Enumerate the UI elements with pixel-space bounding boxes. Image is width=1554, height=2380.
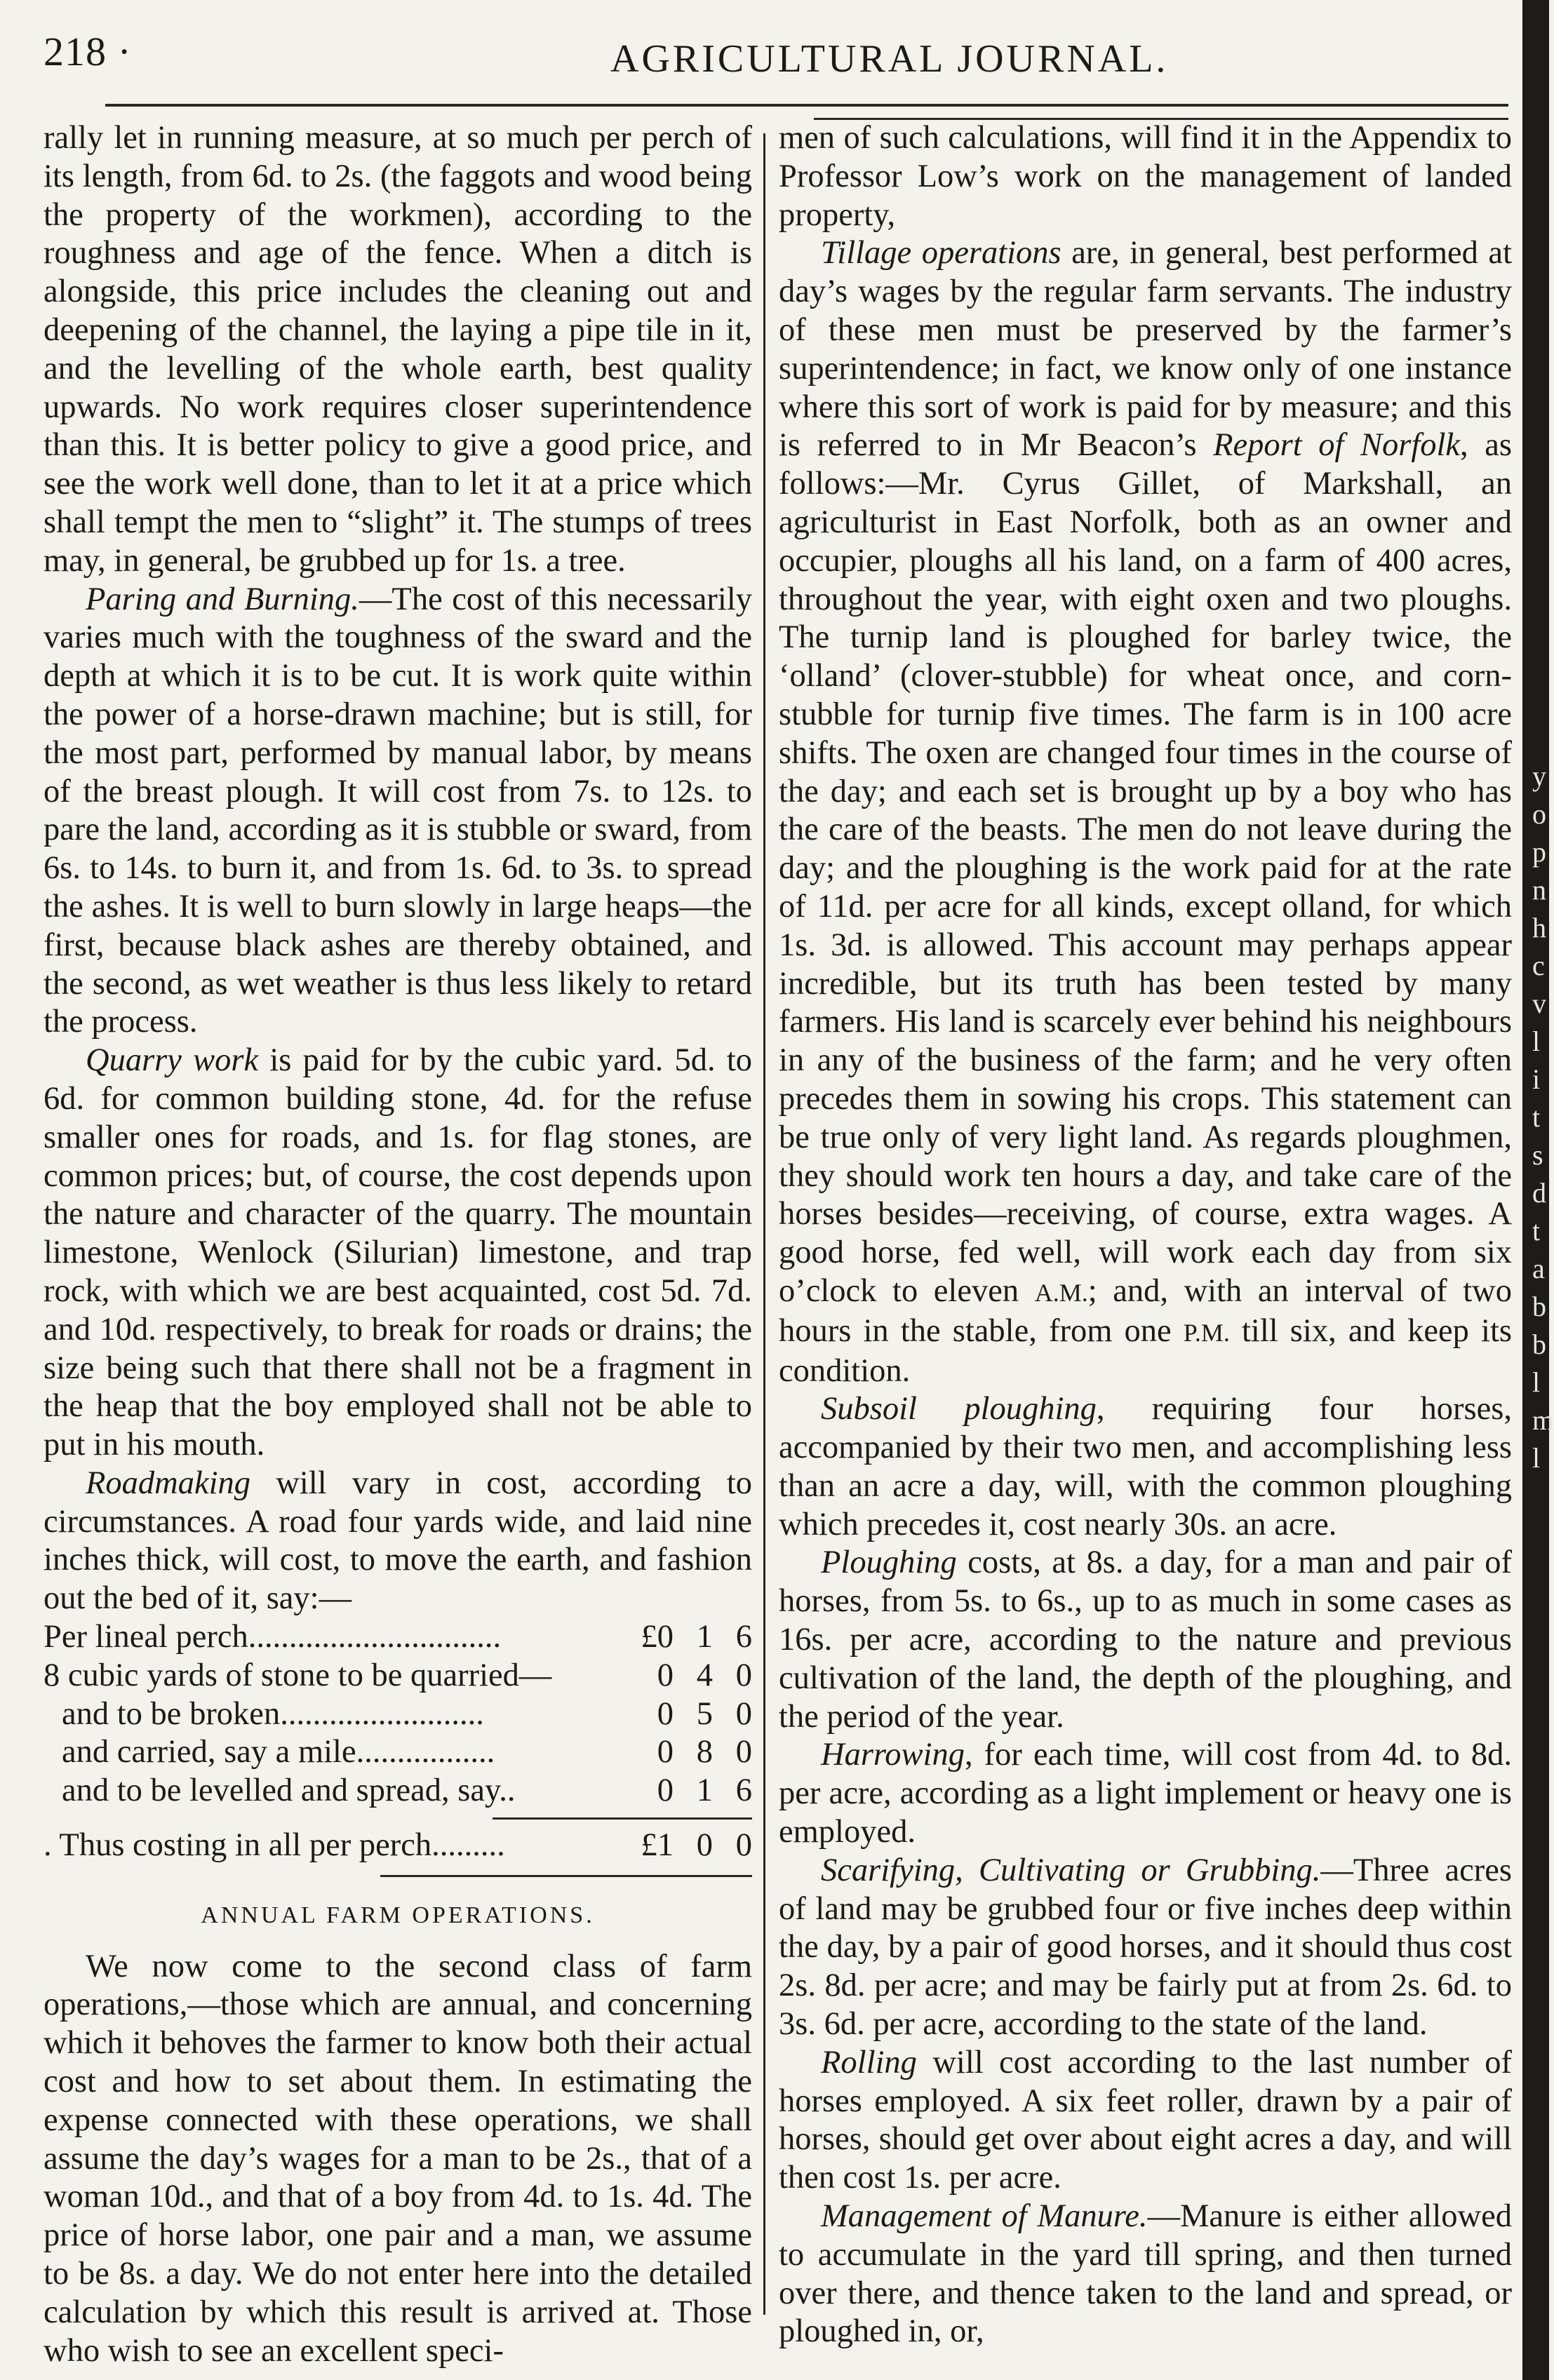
- annual-operations-paragraph: We now come to the second class of farm operations,—those which are annual, and concerning which it behoves the farmer to know both their actual cost and how to set about them. In estimating the expense connected with these operations, we shall assume the day’s wages for a man to be 2s., that of a woman 10d., and that of a boy from 4d. to 1s. 4d. The price of horse labor, one pair and a man, we assume to be 8s. a day. We do not enter here into the detailed calculation by which this result is arrived at. Those who wish to see an excellent speci-: [43, 1948, 752, 2369]
- subsoil-lead: Subsoil ploughing: [821, 1391, 1097, 1427]
- pence: 0: [735, 1657, 752, 1693]
- pence: 6: [735, 1773, 752, 1809]
- edge-fragment: p: [1532, 836, 1546, 868]
- edge-fragment: b: [1532, 1329, 1546, 1360]
- report-title: Report of Norfolk: [1213, 427, 1461, 464]
- shillings: 8: [696, 1734, 713, 1770]
- roadmaking-paragraph: [43, 1465, 752, 1618]
- tillage-text-b: , as follows:—Mr. Cyrus Gillet, of Markshall, an agriculturist in East Norfolk, both as an owner and occupier, ploughs all his land, on a farm of 400 acres, throughout the year, with eight oxen and two ploughs. The turnip land is ploughed for barley twice, the ‘olland’ (clover-stubble) for wheat once, and corn-stubble for turnip five times. The farm is in 100 acre shifts. The oxen are changed four times in the course of the day; and each set is brought up by a boy who has the care of the beasts. The men do not leave during the day; and the ploughing is the work paid for at the rate of 11d. per acre for all kinds, except olland, for which 1s. 3d. is allowed. This account may perhaps appear incredible, but its truth has been tested by many farmers. His land is scarcely ever behind his neighbours in any of the business of the farm; and he very often precedes them in sowing his crops. This statement can be true only of very light land. As regards ploughmen, they should work ten hours a day, and take care of the horses besides—receiving, of course, extra wages. A good horse, fed well, will work each day from six o’clock to eleven: [779, 427, 1512, 1309]
- paring-burning-text: —The cost of this necessarily varies much with the toughness of the sward and the depth at which it is to be cut. It is work quite within the power of a horse-drawn machine; but is still, for the most part, performed by manual labor, by means of the breast plough. It will cost from 7s. to 12s. to pare the land, according as it is stubble or sward, from 6s. to 14s. to burn it, and from 1s. 6d. to 3s. to spread the ashes. It is well to burn slowly in large heaps—the first, because black ashes are thereby obtained, and the second, as wet weather is thus less likely to retard the process.: [43, 581, 753, 1040]
- cost-row: [43, 1772, 752, 1810]
- left-paragraph-1: rally let in running measure, at so much per perch of its length, from 6d. to 2s. (the faggots and wood being the property of the workmen), according to the roughness and age of the fence. When a ditch is alongside, this price includes the cleaning out and deepening of the channel, the laying a pipe tile in it, and the levelling of the whole earth, best quality upwards. No work requires closer superintendence than this. It is better policy to give a good price, and see the work well done, than to let it at a price which shall tempt the men to “slight” it. The stumps of trees may, in general, be grubbed up for 1s. a tree.: [43, 120, 752, 579]
- tillage-text-c: ; and, with an interval of two hours in the stable, from one: [779, 1272, 1512, 1349]
- cost-amount: [617, 1733, 752, 1772]
- column-divider: [763, 133, 765, 2315]
- paring-burning-paragraph: [43, 581, 752, 1042]
- cost-row: [43, 1657, 752, 1695]
- edge-fragment: y: [1532, 760, 1546, 792]
- pounds: £1: [641, 1827, 674, 1864]
- tillage-text-a: are, in general, best performed at day’s wages by the regular farm servants. The industry of these men must be preserved by the farmer’s superintendence; in fact, we know only of one instance where this sort of work is paid for by measure; and this is referred to in Mr Beacon’s: [779, 235, 1512, 464]
- ploughing-paragraph: [779, 1544, 1512, 1736]
- cost-row: [43, 1618, 752, 1657]
- cost-amount: [617, 1618, 752, 1657]
- tillage-text-d: till six, and keep its condition.: [779, 1312, 1512, 1389]
- edge-fragment: d: [1532, 1177, 1546, 1209]
- scarifying-lead: Scarifying, Cultivating or Grubbing.: [821, 1852, 1321, 1888]
- cost-total-rule: [380, 1875, 752, 1877]
- am-label: A.M.: [1034, 1278, 1088, 1307]
- cost-total-row: [43, 1827, 752, 1865]
- cost-row: [43, 1695, 752, 1734]
- shillings: 1: [696, 1619, 713, 1655]
- pm-label: P.M.: [1183, 1318, 1230, 1347]
- shillings: 0: [696, 1827, 713, 1864]
- roadmaking-lead: Roadmaking: [86, 1465, 251, 1501]
- subsoil-paragraph: [779, 1390, 1512, 1544]
- cost-label: Per lineal perch...............................: [43, 1619, 502, 1655]
- pounds: 0: [657, 1695, 674, 1732]
- left-column: [43, 119, 752, 2370]
- pence: 0: [735, 1734, 752, 1770]
- running-title: AGRICULTURAL JOURNAL.: [610, 37, 1169, 81]
- pounds: 0: [657, 1657, 674, 1693]
- edge-fragment: m: [1532, 1404, 1554, 1436]
- edge-fragment: c: [1532, 950, 1545, 981]
- harrowing-lead: Harrowing: [821, 1737, 965, 1773]
- edge-fragment: l: [1532, 1366, 1541, 1398]
- cost-row: [43, 1733, 752, 1772]
- rolling-paragraph: [779, 2044, 1512, 2198]
- tillage-lead: Tillage operations: [821, 235, 1061, 271]
- edge-fragment: b: [1532, 1291, 1546, 1322]
- cost-label: and to be broken.........................: [62, 1695, 484, 1732]
- cost-total-amount: [617, 1827, 752, 1865]
- cost-label: and to be levelled and spread, say..: [62, 1773, 516, 1809]
- edge-fragment: i: [1532, 1063, 1541, 1095]
- cost-label: and carried, say a mile.................: [62, 1734, 495, 1770]
- pounds: 0: [657, 1773, 674, 1809]
- pounds: 0: [657, 1734, 674, 1770]
- edge-fragment: o: [1532, 798, 1546, 830]
- scarifying-text: —Three acres of land may be grubbed four or five inches deep within the day, by a pair of good horses, and it should thus cost 2s. 8d. per acre; and may be fairly put at from 2s. 6d. to 3s. 6d. per acre, according to the state of the land.: [779, 1852, 1512, 2043]
- edge-fragment: s: [1532, 1139, 1543, 1171]
- rolling-text: will cost according to the last number of horses employed. A six feet roller, drawn by a pair of horses, should get over about eight acres a day, and will then cost 1s. per acre.: [779, 2044, 1512, 2196]
- shillings: 5: [696, 1695, 713, 1732]
- harrowing-text: , for each time, will cost from 4d. to 8d. per acre, according as a light implement or heavy one is employed.: [779, 1737, 1512, 1850]
- manure-paragraph: [779, 2198, 1512, 2351]
- right-column: [779, 119, 1512, 2351]
- edge-fragment: t: [1532, 1215, 1541, 1246]
- manure-lead: Management of Manure.: [821, 2198, 1148, 2235]
- page-number: 218 ·: [43, 29, 132, 74]
- edge-fragment: l: [1532, 1442, 1541, 1474]
- cost-table: [43, 1618, 752, 1877]
- pence: 6: [735, 1619, 752, 1655]
- cost-total-label: . Thus costing in all per perch.........: [43, 1827, 505, 1864]
- header-rule: [105, 104, 1508, 107]
- ploughing-lead: Ploughing: [821, 1545, 957, 1581]
- quarry-work-lead: Quarry work: [86, 1042, 259, 1079]
- cost-amount: [617, 1772, 752, 1810]
- pence: 0: [735, 1827, 752, 1864]
- shillings: 1: [696, 1773, 713, 1809]
- adjacent-page-fragments: [1532, 758, 1554, 1477]
- tillage-paragraph: [779, 234, 1512, 1390]
- harrowing-paragraph: [779, 1736, 1512, 1851]
- pence: 0: [735, 1695, 752, 1732]
- scarifying-paragraph: [779, 1852, 1512, 2044]
- roadmaking-text: will vary in cost, according to circumstances. A road four yards wide, and laid nine inches thick, will cost, to move the earth, and fashion out the bed of it, say:—: [43, 1465, 752, 1617]
- edge-fragment: v: [1532, 988, 1546, 1019]
- cost-amount: [617, 1657, 752, 1695]
- edge-fragment: h: [1532, 912, 1546, 943]
- ploughing-text: costs, at 8s. a day, for a man and pair of horses, from 5s. to 6s., up to as much in some cases as 16s. per acre, according to the nature and previous cultivation of the land, the depth of the ploughing, and the period of the year.: [779, 1545, 1512, 1735]
- quarry-work-paragraph: [43, 1042, 752, 1465]
- right-paragraph-1: men of such calculations, will find it in the Appendix to Professor Low’s work on the management of landed property,: [779, 120, 1512, 233]
- cost-amount: [617, 1695, 752, 1734]
- cost-sum-rule: [493, 1817, 752, 1820]
- edge-fragment: a: [1532, 1253, 1545, 1284]
- quarry-work-text: is paid for by the cubic yard. 5d. to 6d. for common building stone, 4d. for the refuse smaller ones for roads, and 1s. for flag stones, are common prices; but, of course, the cost depends upon the nature and character of the quarry. The mountain limestone, Wenlock (Silurian) limestone, and trap rock, with which we are best acquainted, cost 5d. 7d. and 10d. respectively, to break for roads or drains; the size being such that there shall not be a fragment in the heap that the boy employed shall not be able to put in his mouth.: [43, 1042, 752, 1463]
- cost-label: 8 cubic yards of stone to be quarried—: [43, 1657, 552, 1693]
- shillings: 4: [696, 1657, 713, 1693]
- edge-fragment: n: [1532, 874, 1546, 906]
- section-heading: ANNUAL FARM OPERATIONS.: [201, 1902, 595, 1928]
- paring-burning-lead: Paring and Burning.: [86, 581, 359, 617]
- edge-fragment: t: [1532, 1101, 1541, 1133]
- pounds: £0: [641, 1619, 674, 1655]
- manure-text: —Manure is either allowed to accumulate in the yard till spring, and then turned over there, and thence taken to the land and spread, or ploughed in, or,: [779, 2198, 1512, 2350]
- edge-fragment: l: [1532, 1026, 1541, 1057]
- rolling-lead: Rolling: [821, 2044, 917, 2080]
- subsoil-text: , requiring four horses, accompanied by their two men, and accomplishing less than an acre a day, will, with the common ploughing which precedes it, cost nearly 30s. an acre.: [779, 1391, 1513, 1542]
